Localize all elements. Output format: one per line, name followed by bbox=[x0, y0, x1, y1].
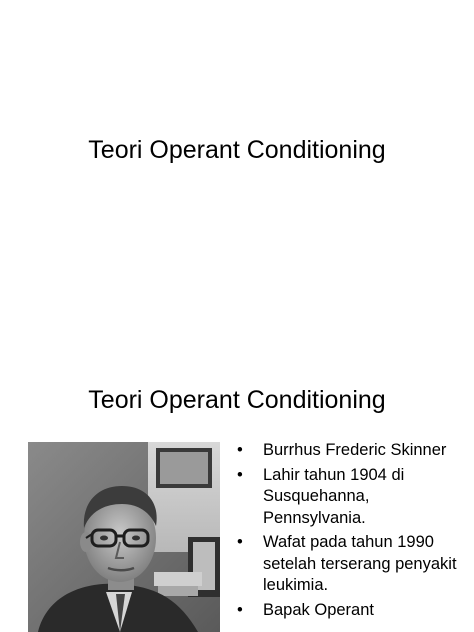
slide-2 bbox=[0, 316, 474, 632]
bullet-text: Wafat pada tahun 1990 setelah terserang penyakit leukimia. bbox=[263, 533, 457, 594]
portrait-photo bbox=[28, 442, 220, 632]
portrait-photo-icon bbox=[28, 442, 220, 632]
bullet-list bbox=[237, 440, 467, 624]
list-item bbox=[237, 600, 467, 622]
slide-title: Teori Operant Conditioning bbox=[88, 386, 386, 414]
list-item bbox=[237, 440, 467, 462]
bullet-text: Lahir tahun 1904 di Susquehanna, Pennsylvania. bbox=[263, 465, 405, 527]
slide-title: Teori Operant Conditioning bbox=[88, 136, 386, 164]
bullet-symbol: • bbox=[237, 533, 243, 551]
bullet-symbol: • bbox=[237, 600, 243, 619]
bullet-symbol: • bbox=[237, 441, 243, 459]
bullet-text: Burrhus Frederic Skinner bbox=[263, 441, 447, 459]
list-item bbox=[237, 532, 467, 597]
bullet-symbol: • bbox=[237, 465, 243, 484]
bullet-text: Bapak Operant bbox=[263, 600, 374, 619]
list-item bbox=[237, 465, 467, 530]
